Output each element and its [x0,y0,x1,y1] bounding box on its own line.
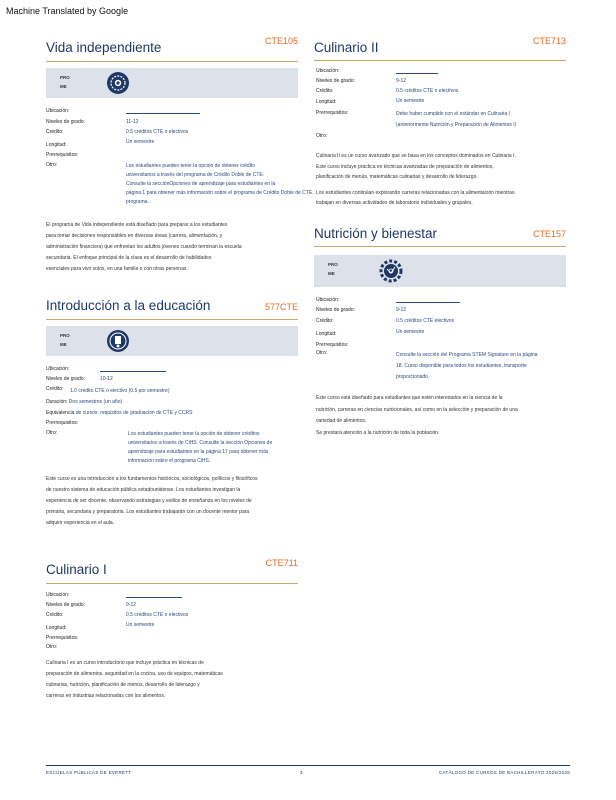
course-title: Vida independiente [46,40,162,55]
grades-value: 9-12 [396,307,407,313]
equivalence-row: Equivalencia de cursos: requisitos de graduación de CTE y CCRS [46,410,193,416]
label-ubicacion: Ubicación: [46,366,70,372]
label-otro: Otro: [316,350,328,356]
course-title: Culinario I [46,562,107,577]
grades-value: 11-12 [126,119,139,125]
divider [46,319,298,320]
credit-value: 0.5 créditos CTE electivos [396,318,455,324]
length-value: Un semestre [126,622,155,628]
course-title: Nutrición y bienestar [314,226,438,241]
label-ubicacion: Ubicación: [46,108,70,114]
course-culinario-ii [314,36,566,209]
pathway-band [314,255,566,287]
label-ubicacion: Ubicación: [316,68,340,74]
gear-people-icon [106,71,130,95]
pathway-band [46,68,298,98]
footer-school: ESCUELAS PÚBLICAS DE EVERETT [46,770,132,775]
label-credito: Crédito: [46,612,64,618]
label-prerrequisitos: Prerrequisitos: [46,152,79,158]
credit-value: 1.0 crédito CTE o electivo (0.5 por semestre) [70,388,170,394]
course-description: El programa de Vida independiente está diseñado para preparar a los estudiantes para tomar decisiones responsables en diversas áreas (carrera, alimentación, y administración financiera) que enfrentan los adultos jóvenes cuando terminan la escuela secundaria. El enfoque principal de la clase es el desarrollo de habilidades esenciales para vivir solos, en una familia o con otras personas. [46,222,242,272]
credit-value: 0.5 créditos CTE o electivos [126,129,189,135]
course-culinario-i [46,558,298,702]
label-niveles: Niveles de grado: [46,376,85,382]
label-otro: Otro: [46,162,58,168]
label-longitud: Longitud: [46,142,67,148]
label-ubicacion: Ubicación: [46,592,70,598]
location-blank [126,593,182,598]
course-code: CTE105 [264,36,298,46]
label-longitud: Longitud: [46,625,67,631]
pathway-band [46,326,298,356]
label-credito: Crédito: [316,88,334,94]
length-value: Un semestre [396,329,425,335]
label-ubicacion: Ubicación: [316,297,340,303]
course-title: Culinario II [314,40,379,55]
prereq-value: Debe haber cumplido con el estándar en Culinaria I (anteriormente Nutrición y Preparación de Alimentos I) [396,111,517,128]
label-prerrequisitos: Prerrequisitos: [316,342,349,348]
course-code: CTE157 [532,229,566,239]
course-description: Este curso está diseñado para estudiantes que estén interesados en la ciencia de la nutrición, carreras en ciencias nutricionales, así como en la selección y preparación de una variedad de alimentos. Se prestará atención a la nutrición de toda la población. [316,395,518,436]
label-niveles: Niveles de grado: [46,602,85,608]
label-credito: Crédito: [316,318,334,324]
credit-value: 0.5 créditos CTE o electivos [126,612,189,618]
location-blank [396,298,460,303]
credit-value: 0.5 créditos CTE o electivos [396,88,459,94]
label-niveles: Niveles de grado: [46,119,85,125]
label-otro: Otro: [46,430,58,436]
course-description: Culinaria I es un curso introductorio que incluye práctica en técnicas de preparación de alimentos, seguridad en la cocina, uso de equipos, matemáticas culinarias, nutrición, planificación de menús, desarrollo de liderazgo y carreras en industrias relacionadas con los alimentos. [46,660,223,699]
label-otro: Otro: [316,133,328,139]
translation-banner: Machine Translated by Google [6,6,129,16]
course-description: Culinaria II es un curso avanzado que se basa en los conceptos dominados en Culinaria I. Este curso incluye práctica en técnicas avanzadas de preparación de alimentos, planificación de menús, matemáticas culinarias y desarrollo de liderazgo. Los estudiantes continúan explorando carreras relacionadas con la alimentación mientras trabajan en diversas actividades de laboratorio individuales y grupales. [316,153,516,206]
location-blank [126,109,200,114]
other-value: Los estudiantes pueden tener la opción de obtener créditos universitarios a través de CiHS. Consulte la sección Opciones de aprendizaje para estudiantes en la página 17 para obtener más información sobre el programa CiHS. [128,431,273,464]
location-blank [100,367,166,372]
divider [314,246,566,247]
duration-row: Duración: Dos semestres (un año) [46,399,123,405]
course-introduccion-educacion [46,298,298,529]
label-prerrequisitos: Prerrequisitos: [46,420,79,426]
location-blank [396,69,438,74]
grades-value: 10-12 [100,376,113,382]
grades-value: 9-12 [126,602,137,608]
course-code: 577CTE [264,302,298,312]
other-value: Consulte la sección del Programa STEM Signature en la página 18. Curso disponible para todos los estudiantes, transporte proporcionado. [396,352,538,380]
band-label: PRO ME [60,333,70,347]
course-code: CTE713 [532,36,566,46]
footer-catalog: CATÁLOGO DE CURSOS DE BACHILLERATO 2025/2026 [439,770,570,775]
label-longitud: Longitud: [316,99,337,105]
course-code: CTE711 [265,558,298,568]
label-prerrequisitos: Prerrequisitos: [316,110,349,116]
course-title: Introducción a la educación [46,298,211,313]
course-nutricion-bienestar [314,226,566,439]
band-label: PRO ME [60,75,70,89]
length-value: Un semestre [126,139,155,145]
label-credito: Crédito: [46,129,64,135]
grades-value: 9-12 [396,78,407,84]
band-label: PRO ME [328,262,338,276]
label-niveles: Niveles de grado: [316,78,355,84]
stem-gear-icon [378,258,404,284]
page-number: 3 [300,770,303,775]
label-prerrequisitos: Prerrequisitos: [46,635,79,641]
label-niveles: Niveles de grado: [316,307,355,313]
label-credito: Crédito: [46,386,64,392]
label-longitud: Longitud: [316,331,337,337]
label-otro: Otro: [46,644,58,650]
length-value: Un semestre [396,98,425,104]
other-value: Los estudiantes pueden tener la opción de obtener crédito universitarios a través del programa de Crédito Doble de CTE. Consulte la secciónOpciones de aprendizaje para estudiantes en la página 1 para obtener más información sobre el programa de Crédito Doble de CTE. programa. [126,163,314,205]
divider [46,61,298,62]
teacher-icon [106,329,130,353]
course-vida-independiente [46,36,314,275]
course-description: Este curso es una introducción a los fundamentos históricos, sociológicos, políticos y filosóficos de nuestro sistema de educación pública estadounidense. Los estudiantes investigan la experiencia de ser docente, observando estrategias y estilos de enseñanza en los niveles de primaria, secundaria y preparatoria. Los estudiantes trabajarán con un docente mentor para adquirir experiencia en el aula. [46,476,258,526]
page-footer [46,765,570,775]
